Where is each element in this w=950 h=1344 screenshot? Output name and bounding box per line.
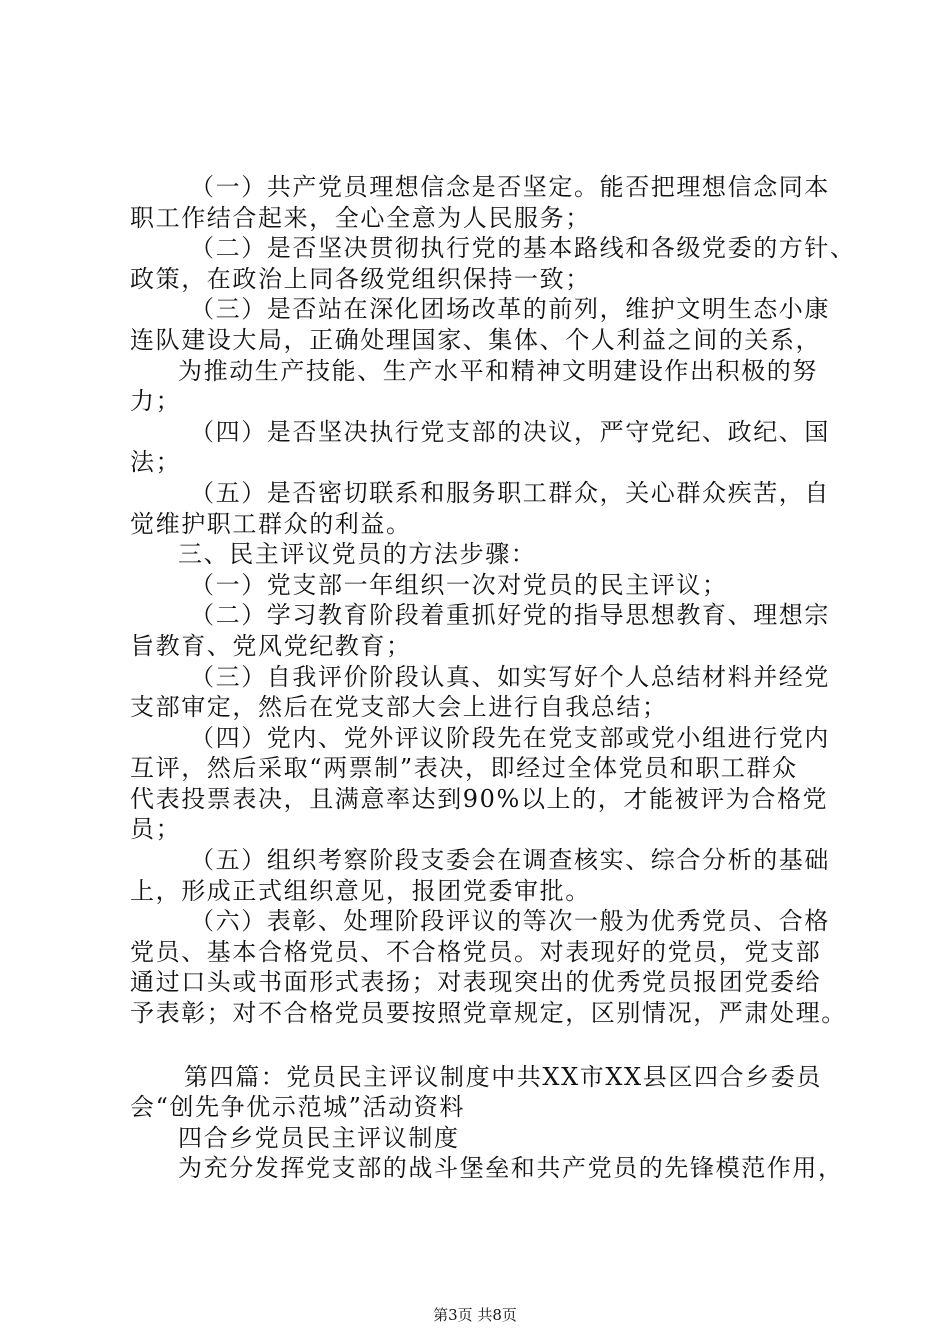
text-line: 为充分发挥党支部的战斗堡垒和共产党员的先锋模范作用， [178,1154,844,1183]
text-line: 支部审定，然后在党支部大会上进行自我总结； [130,693,668,722]
text-line: 法； [130,448,182,477]
text-line: 职工作结合起来，全心全意为人民服务； [130,203,591,232]
text-line: 第四篇：党员民主评议制度中共XX市XX县区四合乡委员 [184,1062,822,1091]
document-body [130,172,856,1184]
text-line: 予表彰；对不合格党员要按照党章规定，区别情况，严肃处理。 [130,999,847,1028]
text-line: 连队建设大局，正确处理国家、集体、个人利益之间的关系， [130,325,822,354]
text-line: （一）共产党员理想信念是否坚定。能否把理想信念同本 [190,173,830,201]
text-line: （一）党支部一年组织一次对党员的民主评议； [190,570,728,599]
section-gap [130,1029,850,1062]
text-line: （四）是否坚决执行党支部的决议，严守党纪、政纪、国 [190,417,830,446]
text-line: （四）党内、党外评议阶段先在党支部或党小组进行党内 [190,723,830,752]
text-line: 会“创先争优示范城”活动资料 [130,1093,465,1122]
text-line: 员； [130,815,182,844]
text-line: （二）是否坚决贯彻执行党的基本路线和各级党委的方针、 [190,234,856,263]
text-line: （三）是否站在深化团场改革的前列，维护文明生态小康 [190,295,830,324]
page-footer [0,1304,950,1325]
text-line: （六）表彰、处理阶段评议的等次一般为优秀党员、合格 [190,907,830,936]
text-line: 政策，在政治上同各级党组织保持一致； [130,264,591,293]
page-number-label: 第3页 共8页 [433,1306,517,1324]
text-line: （二）学习教育阶段着重抓好党的指导思想教育、理想宗 [190,601,830,630]
text-line: 为推动生产技能、生产水平和精神文明建设作出积极的努 [178,356,818,385]
text-line: 旨教育、党风党纪教育； [130,631,412,660]
text-line: （五）是否密切联系和服务职工群众，关心群众疾苦，自 [190,478,830,507]
text-line: 互评，然后采取“两票制”表决，即经过全体党员和职工群众 [130,754,798,783]
text-line: 力； [130,387,182,416]
text-line: 党员、基本合格党员、不合格党员。对表现好的党员，党支部 [130,937,822,966]
text-line: （五）组织考察阶段支委会在调查核实、综合分析的基础 [190,846,830,875]
text-line: 觉维护职工群众的利益。 [130,509,412,538]
text-line: 上，形成正式组织意见，报团党委审批。 [130,876,591,905]
text-line: 通过口头或书面形式表扬；对表现突出的优秀党员报团党委给 [130,968,822,997]
text-line: 四合乡党员民主评议制度 [178,1123,460,1152]
text-line: 三、民主评议党员的方法步骤： [178,540,537,569]
text-line: （三）自我评价阶段认真、如实写好个人总结材料并经党 [190,662,830,691]
text-line: 代表投票表决，且满意率达到90%以上的，才能被评为合格党 [130,784,829,813]
